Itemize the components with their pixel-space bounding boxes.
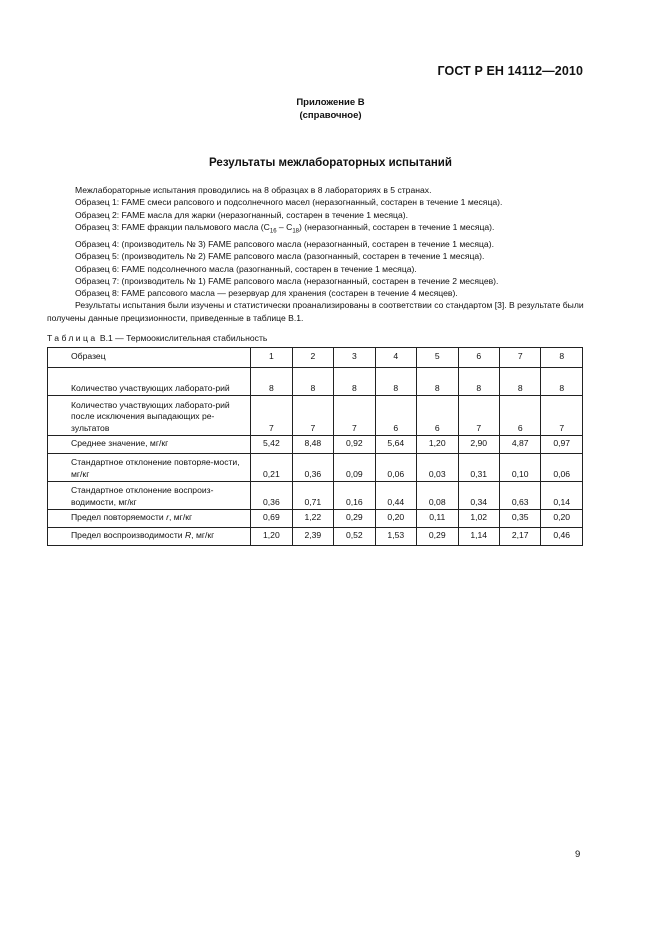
sample-3-subscript-1: 16: [269, 228, 277, 235]
row-label-variable: R: [184, 530, 192, 541]
sample-3-text-c: ) (неразогнанный, состарен в течение 1 месяца).: [299, 221, 495, 232]
row-label-text: [51, 512, 247, 524]
table-cell: 5,42: [251, 436, 292, 454]
table-cell: 1,22: [292, 510, 333, 528]
page-number: 9: [575, 849, 581, 860]
table-cell: 0,29: [334, 510, 375, 528]
table-cell: 0,69: [251, 510, 292, 528]
paragraph-sample-2: Образец 2: FAME масла для жарки (неразогнанный, состарен в течение 1 месяца).: [75, 209, 409, 220]
row-label: [48, 436, 251, 454]
appendix-title: Приложение В: [296, 97, 365, 108]
paragraph-sample-7: Образец 7: (производитель № 1) FAME рапсового масла (неразогнанный, состарен в течение 2 месяцев).: [75, 275, 499, 286]
table-cell: 0,09: [334, 454, 375, 482]
table-cell: 8: [541, 348, 583, 368]
table-cell: 8: [417, 368, 458, 396]
row-label-text: Образец: [71, 351, 106, 362]
row-label-variable: r: [166, 512, 169, 523]
table-cell: 6: [375, 396, 416, 436]
row-label: [48, 368, 251, 396]
table-cell: 1,20: [417, 436, 458, 454]
row-label-text: Среднее значение, мг/кг: [71, 438, 169, 449]
section-title: Результаты межлабораторных испытаний: [209, 157, 452, 169]
table-cell: 0,44: [375, 482, 416, 510]
table-cell: 0,52: [334, 528, 375, 546]
table-cell: 2: [292, 348, 333, 368]
table-row: [48, 528, 583, 546]
table-cell: 8: [541, 368, 583, 396]
table-cell: 0,35: [499, 510, 540, 528]
row-label-text: Количество участвующих лаборато-рий: [71, 382, 230, 393]
table-cell: 0,14: [541, 482, 583, 510]
table-cell: 0,31: [458, 454, 499, 482]
paragraph-intro: Межлабораторные испытания проводились на 8 образцах в 8 лабораториях в 5 странах.: [75, 185, 432, 195]
row-label-text: Количество участвующих лаборато-рий после исключения выпадающих ре-зультатов: [71, 399, 230, 433]
table-row: [48, 348, 583, 368]
table-cell: 0,08: [417, 482, 458, 510]
table-row: [48, 510, 583, 528]
table-cell: 7: [458, 396, 499, 436]
table-cell: 0,06: [375, 454, 416, 482]
table-cell: 3: [334, 348, 375, 368]
row-label-text: [51, 530, 247, 542]
body-text: [47, 184, 587, 324]
table-cell: 0,29: [417, 528, 458, 546]
table-cell: 8: [334, 368, 375, 396]
table-cell: 7: [292, 396, 333, 436]
table-cell: 0,36: [251, 482, 292, 510]
row-label-text: Стандартное отклонение воспроиз-водимости, мг/кг: [71, 485, 214, 507]
table-cell: 1,02: [458, 510, 499, 528]
row-label: [48, 528, 251, 546]
table-cell: 0,21: [251, 454, 292, 482]
table-cell: 0,63: [499, 482, 540, 510]
paragraph-sample-6: Образец 6: FAME подсолнечного масла (разогнанный, состарен в течение 1 месяца).: [75, 263, 417, 274]
standard-id: ГОСТ Р ЕН 14112—2010: [437, 64, 583, 78]
table-caption-word: Таблица: [47, 333, 98, 343]
row-label: [48, 482, 251, 510]
sample-3-subscript-2: 18: [292, 228, 299, 235]
table-cell: 5,64: [375, 436, 416, 454]
table-cell: 0,11: [417, 510, 458, 528]
row-label-part: Предел воспроизводимости: [71, 530, 185, 541]
table-cell: 0,16: [334, 482, 375, 510]
table-cell: 0,34: [458, 482, 499, 510]
table-cell: 1,53: [375, 528, 416, 546]
table-cell: 7: [541, 396, 583, 436]
row-label: [48, 348, 251, 368]
paragraph-sample-8: Образец 8: FAME рапсового масла — резервуар для хранения (состарен в течение 4 месяцев).: [75, 288, 458, 299]
table-cell: 2,39: [292, 528, 333, 546]
table-cell: 6: [499, 396, 540, 436]
table-cell: 6: [458, 348, 499, 368]
appendix-subtitle: (справочное): [299, 110, 362, 121]
table-cell: 6: [417, 396, 458, 436]
paragraph-sample-4: Образец 4: (производитель № 3) FAME рапсового масла (неразогнанный, состарен в течение 1 месяца).: [75, 238, 494, 249]
table-cell: 5: [417, 348, 458, 368]
table-cell: 0,92: [334, 436, 375, 454]
table-cell: 8: [251, 368, 292, 396]
row-label-part: , мг/кг: [191, 530, 215, 541]
table-row: [48, 482, 583, 510]
table-cell: 0,71: [292, 482, 333, 510]
row-label-part: Предел повторяемости: [71, 512, 167, 523]
table-cell: 1,20: [251, 528, 292, 546]
table-cell: 4,87: [499, 436, 540, 454]
table-cell: 0,20: [541, 510, 583, 528]
table-cell: 1,14: [458, 528, 499, 546]
table-cell: 0,06: [541, 454, 583, 482]
table-cell: 0,10: [499, 454, 540, 482]
table-cell: 0,20: [375, 510, 416, 528]
sample-3-text-b: – С: [276, 221, 293, 232]
results-table: [47, 347, 583, 546]
row-label-part: , мг/кг: [169, 512, 193, 523]
appendix-heading: [0, 96, 661, 122]
sample-3-text-a: Образец 3: FAME фракции пальмового масла (С: [75, 221, 270, 232]
table-cell: 7: [499, 348, 540, 368]
table-row: [48, 436, 583, 454]
row-label-text: Стандартное отклонение повторяе-мости, мг/кг: [71, 457, 240, 479]
table-row: [48, 454, 583, 482]
table-cell: 7: [251, 396, 292, 436]
row-label: [48, 454, 251, 482]
table-cell: 8: [292, 368, 333, 396]
table-cell: 8: [375, 368, 416, 396]
table-cell: 8: [499, 368, 540, 396]
table-caption: [47, 333, 267, 343]
table-row: [48, 396, 583, 436]
paragraph-sample-5: Образец 5: (производитель № 2) FAME рапсового масла (разогнанный, состарен в течение 1 месяца).: [75, 251, 485, 262]
table-cell: 7: [334, 396, 375, 436]
table-cell: 8,48: [292, 436, 333, 454]
row-label: [48, 396, 251, 436]
paragraph-conclusion: Результаты испытания были изучены и статистически проанализированы в соответствии со стандартом [3]. В результате были получены данные прецизионности, приведенные в таблице В.1.: [47, 300, 584, 323]
table-cell: 2,17: [499, 528, 540, 546]
table-caption-text: В.1 — Термоокислительная стабильность: [97, 333, 268, 343]
table-cell: 0,03: [417, 454, 458, 482]
paragraph-sample-1: Образец 1: FAME смеси рапсового и подсолнечного масел (неразогнанный, состарен в течение 1 месяца).: [75, 197, 503, 208]
table-cell: 0,36: [292, 454, 333, 482]
table-cell: 8: [458, 368, 499, 396]
table-row: [48, 368, 583, 396]
table-cell: 2,90: [458, 436, 499, 454]
table-cell: 1: [251, 348, 292, 368]
table-cell: 0,97: [541, 436, 583, 454]
row-label: [48, 510, 251, 528]
table-cell: 0,46: [541, 528, 583, 546]
table-cell: 4: [375, 348, 416, 368]
paragraph-sample-3: [47, 221, 587, 238]
